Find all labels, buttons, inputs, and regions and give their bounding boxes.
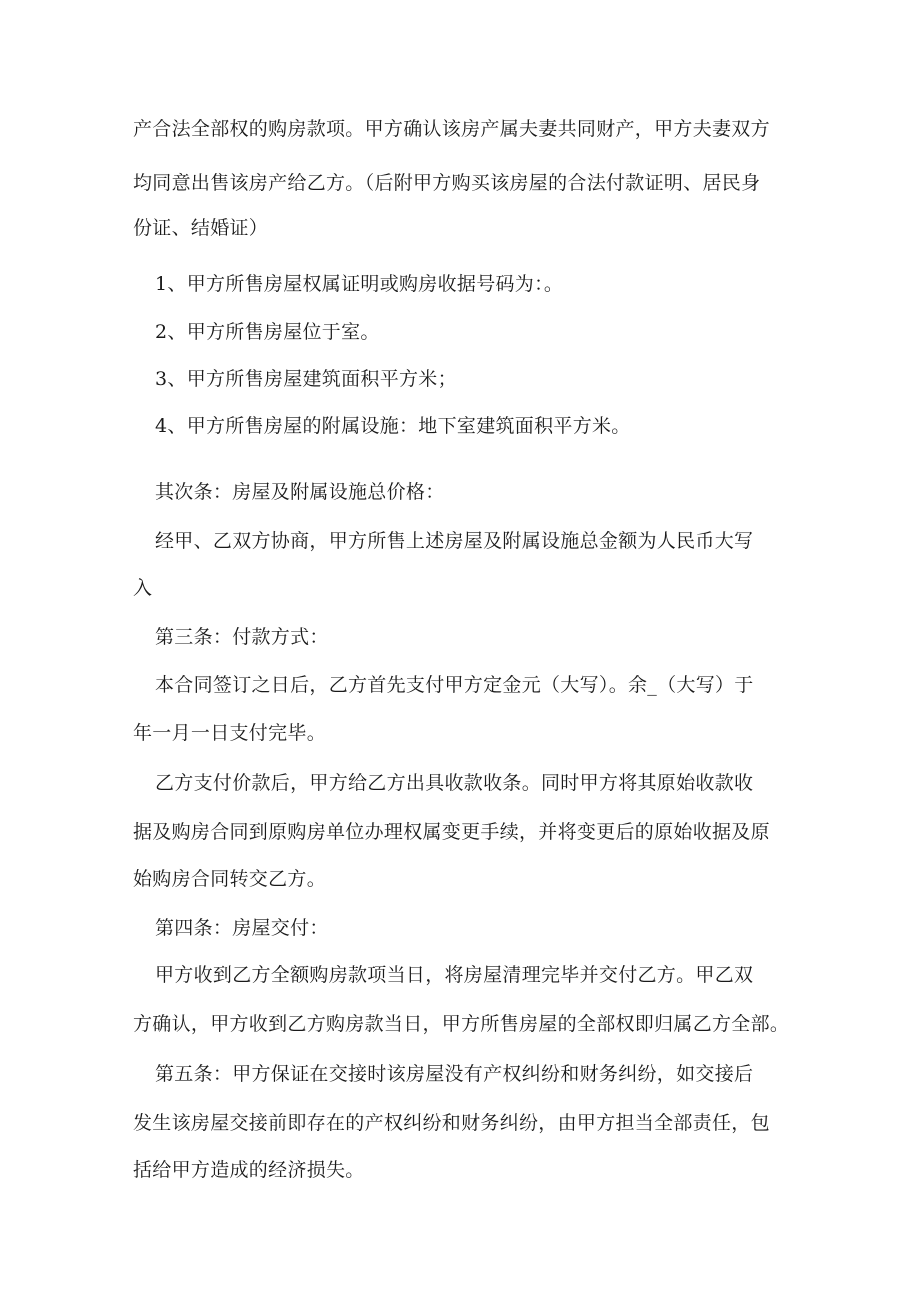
paragraph-line: 本合同签订之日后，乙方首先支付甲方定金元（大写）。余_（大写）于 [155, 674, 754, 696]
paragraph-line: 第五条：甲方保证在交接时该房屋没有产权纠纷和财务纠纷，如交接后 [155, 1063, 754, 1085]
paragraph-line: 甲方收到乙方全额购房款项当日，将房屋清理完毕并交付乙方。甲乙双 [155, 964, 754, 986]
paragraph-line: 份证、结婚证） [133, 217, 269, 239]
paragraph-line: 乙方支付价款后，甲方给乙方出具收款收条。同时甲方将其原始收款收 [155, 772, 754, 794]
article-heading: 第四条：房屋交付： [155, 917, 329, 939]
paragraph-line: 产合法全部权的购房款项。甲方确认该房产属夫妻共同财产，甲方夫妻双方 [133, 118, 770, 140]
paragraph-line: 均同意出售该房产给乙方。（后附甲方购买该房屋的合法付款证明、居民身 [133, 172, 761, 194]
paragraph-line: 据及购房合同到原购房单位办理权属变更手续，并将变更后的原始收据及原 [133, 821, 770, 843]
list-item: 1、甲方所售房屋权属证明或购房收据号码为：。 [155, 273, 564, 295]
paragraph-line: 经甲、乙双方协商，甲方所售上述房屋及附属设施总金额为人民币大写 [155, 530, 754, 552]
list-item: 3、甲方所售房屋建筑面积平方米； [155, 368, 457, 390]
list-item: 2、甲方所售房屋位于室。 [155, 321, 380, 343]
paragraph-line: 发生该房屋交接前即存在的产权纠纷和财务纠纷，由甲方担当全部责任，包 [133, 1112, 770, 1134]
paragraph-line: 方确认，甲方收到乙方购房款当日，甲方所售房屋的全部权即归属乙方全部。 [133, 1013, 790, 1035]
paragraph-line: 年一月一日支付完毕。 [133, 722, 327, 744]
article-heading: 其次条：房屋及附属设施总价格： [155, 481, 445, 503]
article-heading: 第三条：付款方式： [155, 626, 329, 648]
paragraph-line: 入 [133, 577, 153, 599]
list-item: 4、甲方所售房屋的附属设施：地下室建筑面积平方米。 [155, 415, 631, 437]
paragraph-line: 括给甲方造成的经济损失。 [133, 1159, 365, 1181]
paragraph-line: 始购房合同转交乙方。 [133, 868, 327, 890]
